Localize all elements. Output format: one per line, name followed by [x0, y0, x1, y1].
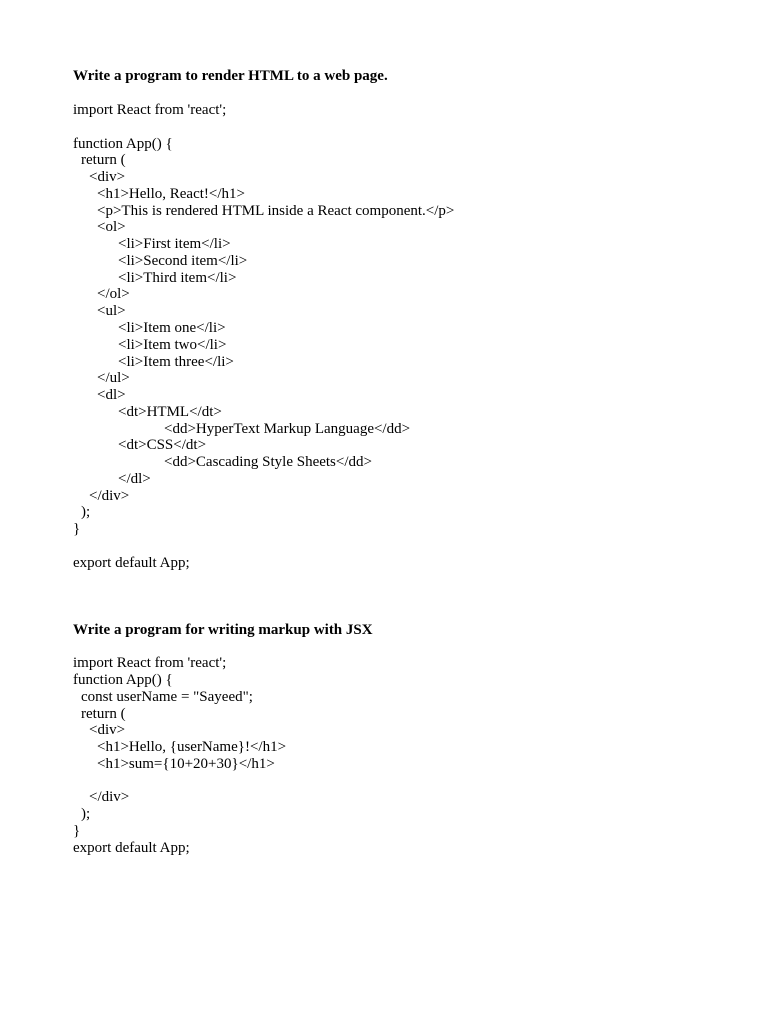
code-line: </ul>	[97, 370, 130, 386]
code-line: <div>	[89, 722, 126, 738]
code-line: <div>	[89, 169, 126, 185]
code-line: );	[81, 806, 91, 822]
code-line: export default App;	[73, 555, 190, 571]
code-line: }	[73, 823, 81, 839]
code-line: import React from 'react';	[73, 655, 227, 671]
section1-heading: Write a program to render HTML to a web page.	[73, 68, 388, 84]
code-line: <dt>HTML</dt>	[118, 404, 222, 420]
code-line: import React from 'react';	[73, 102, 227, 118]
code-line: function App() {	[73, 672, 173, 688]
code-line: export default App;	[73, 840, 190, 856]
code-line: <dd>Cascading Style Sheets</dd>	[164, 454, 372, 470]
code-line: </dl>	[118, 471, 151, 487]
code-line: <li>Second item</li>	[118, 253, 248, 269]
code-line: </div>	[89, 789, 130, 805]
code-line: <ol>	[97, 219, 126, 235]
code-line: <dl>	[97, 387, 126, 403]
code-line: return (	[81, 706, 126, 722]
code-line: <h1>Hello, React!</h1>	[97, 186, 245, 202]
code-line: <p>This is rendered HTML inside a React component.</p>	[97, 203, 455, 219]
code-line: );	[81, 504, 91, 520]
code-line: function App() {	[73, 136, 173, 152]
code-line: <dt>CSS</dt>	[118, 437, 207, 453]
code-line: <li>Item two</li>	[118, 337, 227, 353]
code-line: <li>Third item</li>	[118, 270, 237, 286]
code-line: <ul>	[97, 303, 126, 319]
code-line: return (	[81, 152, 126, 168]
code-line: <h1>sum={10+20+30}</h1>	[97, 756, 275, 772]
code-line: <dd>HyperText Markup Language</dd>	[164, 421, 411, 437]
code-line: <li>First item</li>	[118, 236, 231, 252]
code-line: const userName = "Sayeed";	[81, 689, 253, 705]
section2-heading: Write a program for writing markup with JSX	[73, 622, 373, 638]
code-line: </div>	[89, 488, 130, 504]
code-line: <li>Item three</li>	[118, 354, 234, 370]
code-line: <li>Item one</li>	[118, 320, 226, 336]
code-line: }	[73, 521, 81, 537]
code-line: </ol>	[97, 286, 130, 302]
code-line: <h1>Hello, {userName}!</h1>	[97, 739, 287, 755]
